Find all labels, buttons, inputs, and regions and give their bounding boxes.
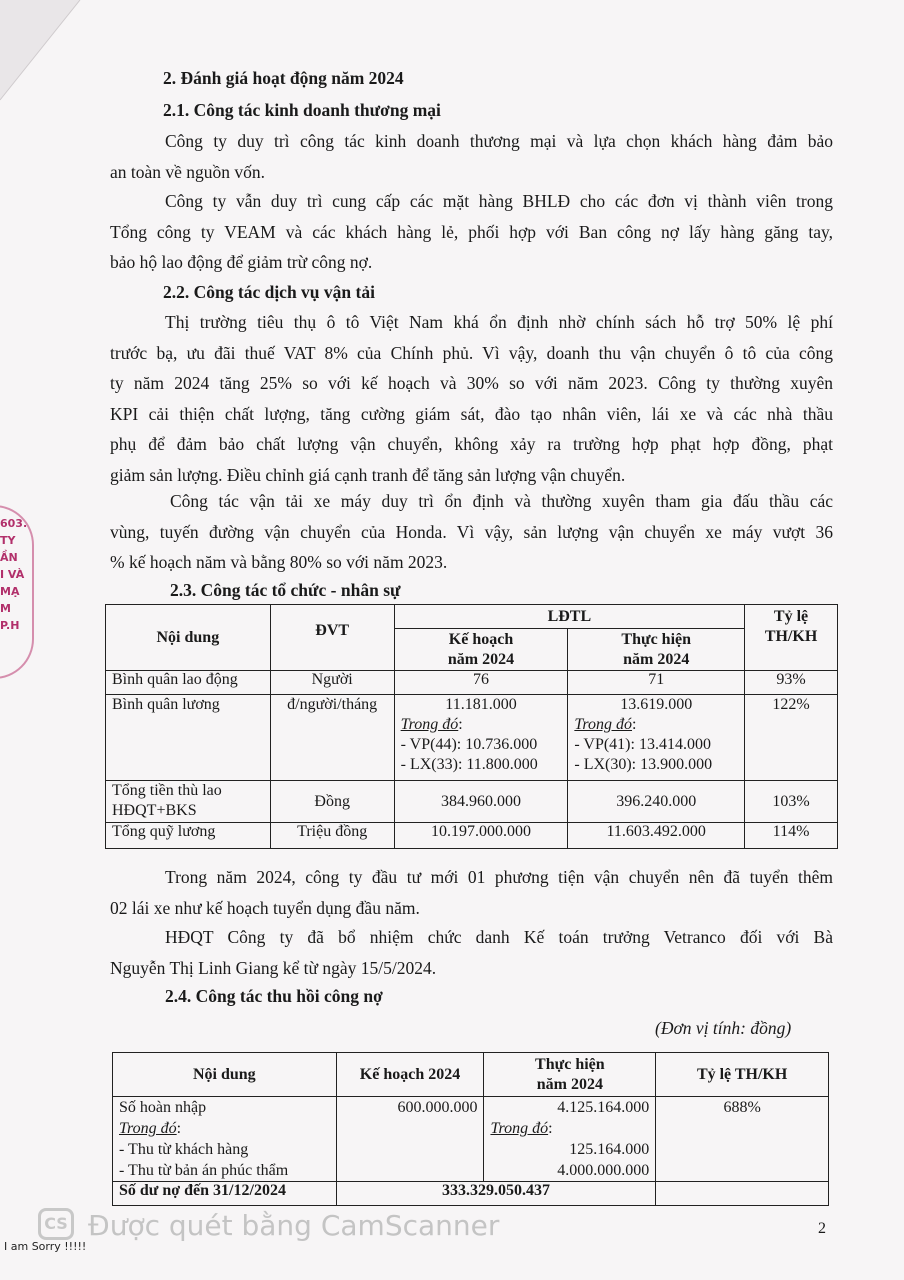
actual-total: 13.619.000: [620, 696, 693, 713]
header-ratio: [745, 605, 838, 671]
stamp-text: P.H: [0, 619, 20, 632]
subsection-heading-2-2: 2.2. Công tác dịch vụ vận tải: [163, 282, 375, 302]
stamp-text: I VÀ: [0, 568, 25, 581]
table-row: [113, 1097, 829, 1182]
cell-plan: 10.197.000.000: [394, 823, 568, 849]
table-row: [106, 671, 838, 695]
cell-ratio: 122%: [745, 695, 838, 781]
text-line: Tổng công ty VEAM và các khách hàng lẻ, phối hợp với Ban công nợ lấy hàng găng tay,: [110, 221, 833, 242]
subsection-heading-2-4: 2.4. Công tác thu hồi công nợ: [165, 986, 383, 1006]
unit-note: (Đơn vị tính: đồng): [655, 1018, 792, 1038]
header-actual-line: năm 2024: [536, 1075, 603, 1093]
cell-actual: 396.240.000: [568, 781, 745, 823]
stamp-text: MẠ: [0, 585, 20, 598]
table-row: [113, 1182, 829, 1206]
page-fold-shadow: [0, 0, 90, 110]
content-detail: - Thu từ khách hàng: [119, 1141, 249, 1158]
stamp-text: ẦN: [0, 551, 18, 564]
cell-plan: 384.960.000: [394, 781, 568, 823]
paragraph-2-3-a: [110, 862, 833, 923]
subsection-heading-2-3: 2.3. Công tác tổ chức - nhân sự: [170, 580, 401, 600]
text-line: Thị trường tiêu thụ ô tô Việt Nam khá ổn định nhờ chính sách hỗ trợ 50% lệ phí: [165, 312, 833, 332]
content-line: Tổng tiền thù lao: [112, 782, 222, 799]
paragraph-2-2-a: [110, 307, 833, 490]
actual-sub-label: Trong đó: [490, 1120, 549, 1137]
content-line: HĐQT+BKS: [112, 802, 197, 819]
actual-detail: 125.164.000: [569, 1141, 650, 1158]
table-row: [106, 781, 838, 823]
cell-content: Tổng quỹ lương: [106, 823, 271, 849]
plan-detail: - VP(44): 10.736.000: [400, 736, 538, 753]
text-line: phụ để đảm bảo chất lượng vận chuyển, không xảy ra trường hợp phạt hợp đồng, phạt: [110, 434, 833, 454]
text-line: Công ty vẫn duy trì cung cấp các mặt hàng BHLĐ cho các đơn vị thành viên trong: [165, 191, 833, 211]
cell-plan: 600.000.000: [336, 1097, 484, 1182]
cell-actual: 11.603.492.000: [568, 823, 745, 849]
paragraph-2-1-b: [110, 186, 833, 278]
text-line: KPI cải thiện chất lượng, tăng cường giám sát, đào tạo nhân viên, lái xe và các nhà thầu: [110, 403, 833, 424]
cell-unit: đ/người/tháng: [270, 695, 394, 781]
camscanner-logo-icon: CS: [38, 1208, 74, 1240]
table-row: [106, 695, 838, 781]
cell-content: [106, 781, 271, 823]
content-sub-colon: :: [176, 1120, 182, 1137]
cell-unit: Người: [270, 671, 394, 695]
actual-detail: - LX(30): 13.900.000: [574, 756, 713, 773]
subsection-heading-2-1: 2.1. Công tác kinh doanh thương mại: [163, 100, 441, 120]
text-line: Công tác vận tải xe máy duy trì ổn định và thường xuyên tham gia đấu thầu các: [170, 491, 833, 511]
stamp-text: TY: [0, 534, 16, 547]
header-actual-line: năm 2024: [623, 650, 690, 668]
debt-table: [112, 1052, 829, 1206]
actual-sub-colon: :: [632, 716, 637, 733]
cell-actual: 71: [568, 671, 745, 695]
paragraph-2-3-b: [110, 922, 833, 983]
header-actual-line: Thực hiện: [535, 1055, 605, 1073]
stamp-text: 603.: [0, 517, 28, 530]
cell-content: [113, 1097, 337, 1182]
content-total: Số hoàn nhập: [119, 1099, 207, 1116]
header-content: Nội dung: [113, 1053, 337, 1097]
cell-ratio: 93%: [745, 671, 838, 695]
text-line: Trong năm 2024, công ty đầu tư mới 01 phương tiện vận chuyển nên đã tuyển thêm: [165, 867, 833, 887]
header-ratio-line: TH/KH: [764, 628, 818, 645]
staff-table: [105, 604, 838, 849]
cell-ratio: 688%: [656, 1097, 829, 1182]
plan-total: 11.181.000: [445, 696, 517, 713]
paragraph-2-2-b: [110, 486, 833, 578]
footer-note: I am Sorry !!!!!: [4, 1240, 87, 1253]
table-row: [106, 823, 838, 849]
plan-sub-colon: :: [458, 716, 463, 733]
header-ratio: Tỷ lệ TH/KH: [656, 1053, 829, 1097]
cell-balance: 333.329.050.437: [336, 1182, 656, 1206]
plan-detail: - LX(33): 11.800.000: [400, 756, 538, 773]
header-group: LĐTL: [394, 605, 744, 629]
stamp-text: M: [0, 602, 11, 615]
text-line: 02 lái xe như kế hoạch tuyển dụng đầu năm.: [110, 897, 420, 918]
cell-plan: 76: [394, 671, 568, 695]
text-line: trước bạ, ưu đãi thuế VAT 8% của Chính phủ. Vì vậy, doanh thu vận chuyển ô tô của công: [110, 342, 833, 363]
stamp: [0, 515, 30, 634]
header-unit: ĐVT: [270, 605, 394, 671]
actual-detail: 4.000.000.000: [557, 1162, 650, 1179]
page-number: 2: [818, 1220, 826, 1237]
cell-actual: [568, 695, 745, 781]
text-line: HĐQT Công ty đã bổ nhiệm chức danh Kế toán trưởng Vetranco đối với Bà: [165, 927, 833, 947]
text-line: giảm sản lượng. Điều chỉnh giá cạnh tranh để tăng sản lượng vận chuyển.: [110, 464, 626, 485]
header-actual: [568, 629, 745, 671]
text-line: bảo hộ lao động để giảm trừ công nợ.: [110, 252, 373, 272]
cell-ratio: 114%: [745, 823, 838, 849]
cell-plan: [394, 695, 568, 781]
text-line: % kế hoạch năm và bằng 80% so với năm 2023.: [110, 552, 448, 572]
section-heading: 2. Đánh giá hoạt động năm 2024: [163, 68, 404, 88]
cell-content: Số dư nợ đến 31/12/2024: [113, 1182, 337, 1206]
content-sub-label: Trong đó: [119, 1120, 177, 1137]
actual-detail: - VP(41): 13.414.000: [574, 736, 711, 753]
text-line: vùng, tuyến đường vận chuyển của Honda. Vì vậy, sản lượng vận chuyển xe máy vượt 36: [110, 521, 833, 542]
actual-sub-label: Trong đó: [574, 716, 633, 733]
paragraph-2-1-a: [110, 126, 833, 187]
camscanner-watermark: Được quét bằng CamScanner: [88, 1209, 500, 1242]
header-ratio-line: Tỷ lệ: [773, 608, 809, 625]
text-line: Công ty duy trì công tác kinh doanh thương mại và lựa chọn khách hàng đảm bảo: [165, 131, 833, 151]
header-plan: [394, 629, 568, 671]
header-content: Nội dung: [106, 605, 271, 671]
header-actual-line: Thực hiện: [621, 630, 692, 648]
header-plan: Kế hoạch 2024: [336, 1053, 484, 1097]
cell-unit: Triệu đồng: [270, 823, 394, 849]
plan-sub-label: Trong đó: [400, 716, 459, 733]
actual-sub-colon: :: [548, 1120, 553, 1137]
text-line: Nguyễn Thị Linh Giang kể từ ngày 15/5/2024.: [110, 957, 437, 978]
cell-ratio: 103%: [745, 781, 838, 823]
header-plan-line: năm 2024: [447, 650, 515, 668]
cell-content: Bình quân lao động: [106, 671, 271, 695]
header-actual: [484, 1053, 656, 1097]
cell-content: Bình quân lương: [106, 695, 271, 781]
cell-unit: Đồng: [270, 781, 394, 823]
actual-total: 4.125.164.000: [557, 1099, 650, 1116]
text-line: an toàn về nguồn vốn.: [110, 161, 266, 182]
header-plan-line: Kế hoạch: [448, 630, 514, 648]
content-detail: - Thu từ bản án phúc thẩm: [119, 1162, 289, 1179]
cell-empty: [656, 1182, 829, 1206]
cell-actual: [484, 1097, 656, 1182]
text-line: ty năm 2024 tăng 25% so với kế hoạch và 30% so với năm 2023. Công ty thường xuyên: [110, 373, 833, 393]
